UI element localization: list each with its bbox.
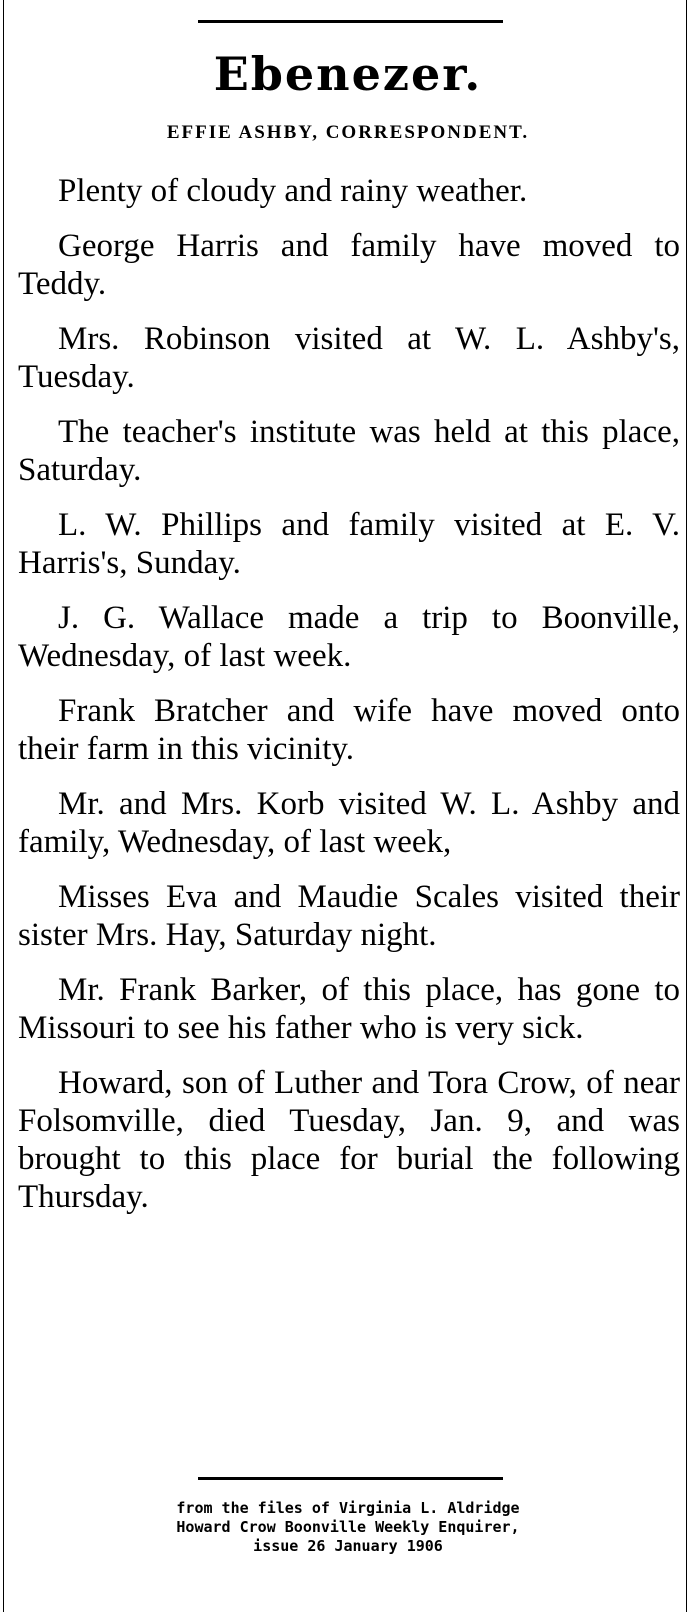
bottom-divider — [198, 1477, 503, 1480]
news-item: L. W. Phillips and family visited at E. V. Harris's, Sunday. — [18, 507, 680, 581]
top-divider — [198, 20, 503, 23]
credit-line: issue 26 January 1906 — [253, 1537, 443, 1555]
news-item: The teacher's institute was held at this place, Saturday. — [18, 414, 680, 488]
news-items — [18, 172, 680, 1233]
news-item: Mr. Frank Barker, of this place, has gone to Missouri to see his father who is very sick. — [18, 972, 680, 1046]
news-item: Howard, son of Luther and Tora Crow, of near Folsomville, died Tuesday, Jan. 9, and was brought to this place for burial the following Thursday. — [18, 1065, 680, 1215]
credit-line: Howard Crow Boonville Weekly Enquirer, — [176, 1518, 520, 1536]
news-item: Plenty of cloudy and rainy weather. — [58, 173, 528, 209]
source-credit — [0, 1499, 696, 1556]
credit-line: from the files of Virginia L. Aldridge — [176, 1499, 520, 1517]
news-item: Misses Eva and Maudie Scales visited their sister Mrs. Hay, Saturday night. — [18, 879, 680, 953]
news-item: Mr. and Mrs. Korb visited W. L. Ashby and family, Wednesday, of last week, — [18, 786, 680, 860]
article-byline: EFFIE ASHBY, CORRESPONDENT. — [166, 122, 530, 143]
news-item: George Harris and family have moved to Teddy. — [18, 228, 680, 302]
article-title: Ebenezer. — [213, 47, 483, 101]
column-border-right — [686, 0, 687, 1612]
column-border-left — [3, 0, 4, 1612]
news-item: J. G. Wallace made a trip to Boonville, Wednesday, of last week. — [18, 600, 680, 674]
news-item: Frank Bratcher and wife have moved onto their farm in this vicinity. — [18, 693, 680, 767]
news-item: Mrs. Robinson visited at W. L. Ashby's, Tuesday. — [18, 321, 680, 395]
